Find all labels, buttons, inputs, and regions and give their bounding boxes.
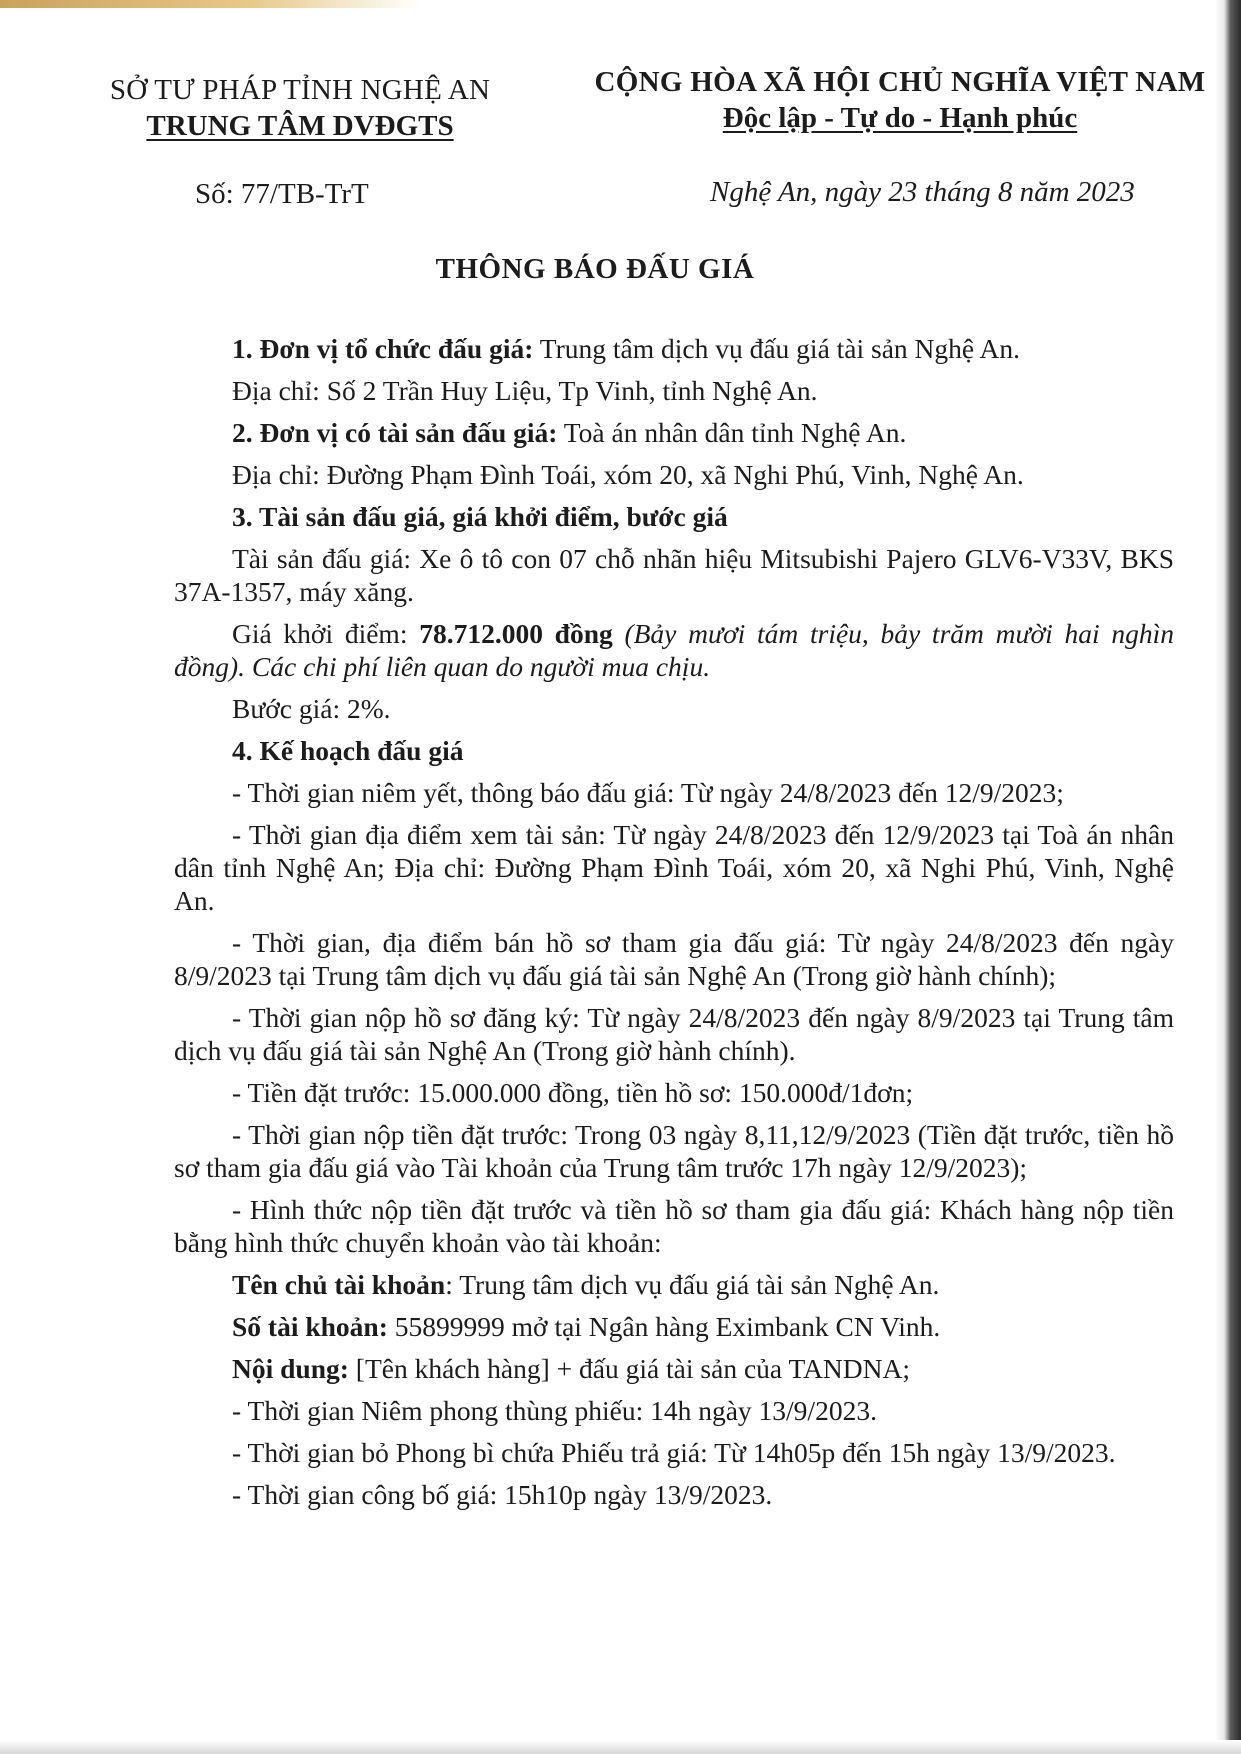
document-date: Nghệ An, ngày 23 tháng 8 năm 2023: [710, 176, 1135, 208]
section-4-heading: 4. Kế hoạch đấu giá: [232, 735, 464, 766]
price-step: Bước giá: 2%.: [232, 693, 391, 724]
section-1-address: Địa chỉ: Số 2 Trần Huy Liệu, Tp Vinh, tỉnh Nghệ An.: [232, 375, 818, 406]
issuing-organization: [100, 72, 500, 210]
transfer-content-label: Nội dung:: [232, 1353, 349, 1384]
section-1-value: Trung tâm dịch vụ đấu giá tài sản Nghệ An.: [533, 333, 1020, 364]
document-title: THÔNG BÁO ĐẤU GIÁ: [435, 253, 755, 285]
starting-price-words: (Bảy mươi tám triệu, bảy trăm mười hai nghìn đồng). Các chi phí liên quan do người mua chịu.: [174, 618, 1175, 682]
starting-price-value: 78.712.000 đồng: [419, 618, 613, 649]
asset-description: Tài sản đấu giá: Xe ô tô con 07 chỗ nhãn hiệu Mitsubishi Pajero GLV6-V33V, BKS 37A-1357, máy xăng.: [174, 543, 1174, 607]
scan-edge-bottom: [0, 1740, 1241, 1754]
starting-price: [174, 617, 1174, 683]
document-number: Số: 77/TB-TrT: [195, 178, 369, 210]
transfer-content-value: [Tên khách hàng] + đấu giá tài sản của TANDNA;: [348, 1353, 911, 1384]
account-number-label: Số tài khoản:: [232, 1311, 388, 1342]
section-1-heading: 1. Đơn vị tổ chức đấu giá:: [232, 333, 534, 364]
scan-edge-top: [0, 0, 420, 8]
plan-item: - Thời gian bỏ Phong bì chứa Phiếu trả giá: Từ 14h05p đến 15h ngày 13/9/2023.: [232, 1437, 1116, 1468]
section-2-heading: 2. Đơn vị có tài sản đấu giá:: [232, 417, 558, 448]
national-heading: [580, 64, 1220, 208]
plan-item: - Thời gian, địa điểm bán hồ sơ tham gia đấu giá: Từ ngày 24/8/2023 đến ngày 8/9/2023 tại Trung tâm dịch vụ đấu giá tài sản Nghệ An (Trong giờ hành chính);: [174, 927, 1174, 991]
account-holder-label: Tên chủ tài khoản: [232, 1269, 446, 1300]
plan-item: - Thời gian công bố giá: 15h10p ngày 13/9/2023.: [232, 1479, 773, 1510]
section-2-value: Toà án nhân dân tỉnh Nghệ An.: [557, 417, 907, 448]
section-1: [174, 332, 1174, 365]
plan-item: - Hình thức nộp tiền đặt trước và tiền hồ sơ tham gia đấu giá: Khách hàng nộp tiền bằng hình thức chuyển khoản vào tài khoản:: [174, 1194, 1174, 1258]
section-2: [174, 416, 1174, 449]
scan-edge-right: [1215, 0, 1241, 1754]
document-body: [174, 332, 1174, 1520]
plan-item: - Thời gian nộp tiền đặt trước: Trong 03 ngày 8,11,12/9/2023 (Tiền đặt trước, tiền hồ sơ tham gia đấu giá vào Tài khoản của Trung tâm trước 17h ngày 12/9/2023);: [174, 1119, 1174, 1183]
national-motto: Độc lập - Tự do - Hạnh phúc: [722, 102, 1078, 134]
account-number-value: 55899999 mở tại Ngân hàng Eximbank CN Vinh.: [387, 1311, 941, 1342]
plan-item: - Thời gian nộp hồ sơ đăng ký: Từ ngày 24/8/2023 đến ngày 8/9/2023 tại Trung tâm dịch vụ đấu giá tài sản Nghệ An (Trong giờ hành chính).: [174, 1002, 1174, 1066]
plan-item: - Thời gian địa điểm xem tài sản: Từ ngày 24/8/2023 đến 12/9/2023 tại Toà án nhân dân tỉnh Nghệ An; Địa chỉ: Đường Phạm Đình Toái, xóm 20, xã Nghi Phú, Vinh, Nghệ An.: [174, 819, 1174, 916]
issuing-unit: TRUNG TÂM DVĐGTS: [146, 110, 454, 142]
account-number: [174, 1310, 1174, 1343]
account-holder-value: : Trung tâm dịch vụ đấu giá tài sản Nghệ An.: [445, 1269, 940, 1300]
transfer-content: [174, 1352, 1174, 1385]
plan-item: - Thời gian Niêm phong thùng phiếu: 14h ngày 13/9/2023.: [232, 1395, 877, 1426]
country-name: CỘNG HÒA XÃ HỘI CHỦ NGHĨA VIỆT NAM: [594, 66, 1206, 98]
section-2-address: Địa chỉ: Đường Phạm Đình Toái, xóm 20, xã Nghi Phú, Vinh, Nghệ An.: [232, 459, 1024, 490]
section-3-heading: 3. Tài sản đấu giá, giá khởi điểm, bước giá: [232, 501, 728, 532]
starting-price-label: Giá khởi điểm:: [232, 618, 420, 649]
account-holder: [174, 1268, 1174, 1301]
plan-item: - Thời gian niêm yết, thông báo đấu giá: Từ ngày 24/8/2023 đến 12/9/2023;: [232, 777, 1064, 808]
parent-agency: SỞ TƯ PHÁP TỈNH NGHỆ AN: [109, 74, 491, 106]
plan-item: - Tiền đặt trước: 15.000.000 đồng, tiền hồ sơ: 150.000đ/1đơn;: [232, 1077, 914, 1108]
